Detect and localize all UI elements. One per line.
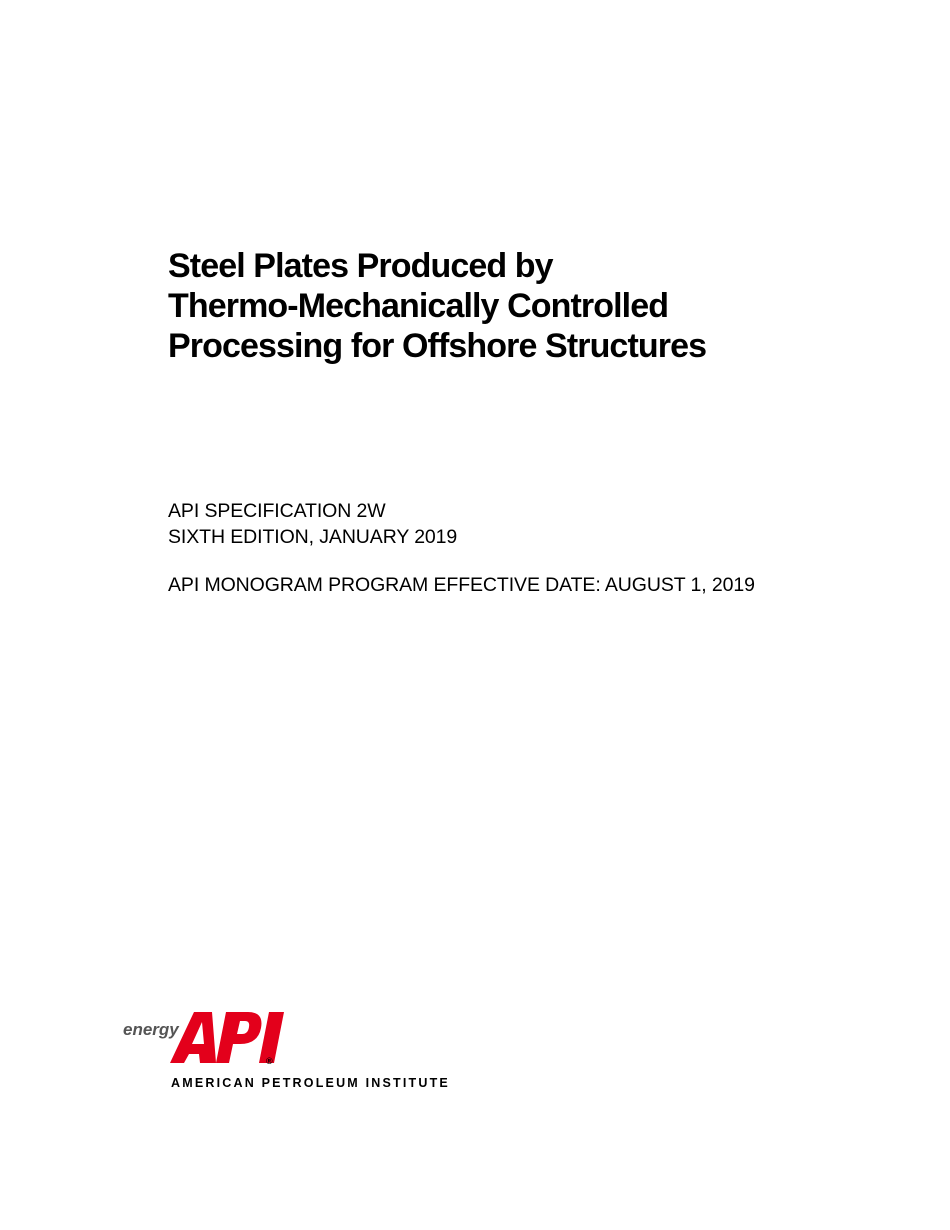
logo-tagline: energy — [123, 1020, 179, 1039]
edition-label: SIXTH EDITION, JANUARY 2019 — [168, 526, 458, 548]
specification-label: API SPECIFICATION 2W — [168, 500, 386, 522]
organization-name: AMERICAN PETROLEUM INSTITUTE — [171, 1076, 450, 1090]
monogram-effective-date: API MONOGRAM PROGRAM EFFECTIVE DATE: AUGUST 1, 2019 — [168, 574, 755, 596]
title-line-2: Thermo-Mechanically Controlled — [168, 287, 669, 325]
registered-mark: ® — [266, 1056, 273, 1066]
api-logo-icon — [120, 1008, 450, 1078]
document-meta — [168, 498, 888, 598]
api-logo — [120, 1008, 450, 1098]
title-line-1: Steel Plates Produced by — [168, 247, 553, 285]
document-title — [168, 246, 868, 366]
title-line-3: Processing for Offshore Structures — [168, 327, 707, 365]
